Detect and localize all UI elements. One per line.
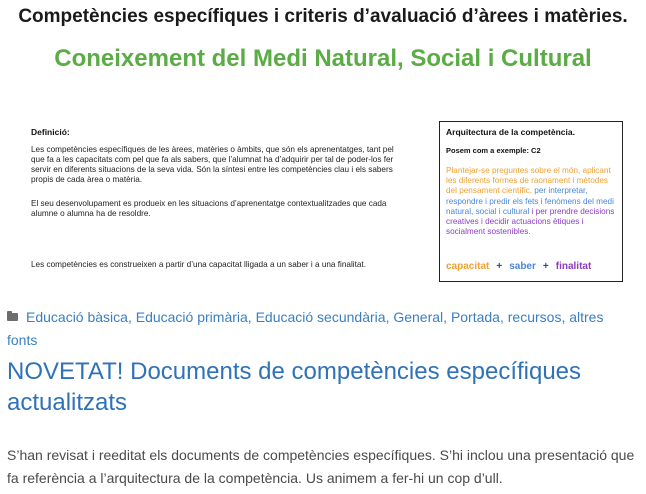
category-separator: , bbox=[443, 309, 448, 325]
definition-paragraph: Les competències específiques de les àrees, matèries o àmbits, que són els aprenentatges, tant pel que fa a les capacitats com pel que fa als sabers, que l’alumnat ha d’adquirir per tal de poder-los fer servir en diferents situacions de la seva vida. Són la síntesi entre les competències clau i els sabers propis de cada àrea o matèria. bbox=[31, 145, 394, 184]
slide-title: Competències específiques i criteris d’avaluació d’àrees i matèries. bbox=[18, 6, 628, 27]
post-title-link[interactable]: NOVETAT! Documents de competències específiques actualitzats bbox=[7, 358, 582, 416]
architecture-example-text bbox=[446, 166, 620, 237]
architecture-legend bbox=[446, 261, 591, 272]
definition-paragraph: El seu desenvolupament es produeix en les situacions d’aprenentatge contextualitzades que cada alumne o alumna ha de resoldre. bbox=[31, 199, 387, 218]
category-link[interactable]: General bbox=[393, 309, 444, 325]
definition-heading: Definició: bbox=[31, 127, 70, 137]
architecture-example: Posem com a exemple: C2 bbox=[446, 146, 541, 155]
category-separator: , bbox=[127, 309, 132, 325]
category-separator: , bbox=[385, 309, 390, 325]
legend-plus: + bbox=[496, 261, 503, 272]
category-separator: , bbox=[561, 309, 566, 325]
capacitat-text: Plantejar-se preguntes sobre el món, aplicant les diferents formes de raonament i mètodes del pensament científic, bbox=[446, 166, 611, 196]
category-link[interactable]: altres fonts bbox=[7, 309, 604, 348]
category-link[interactable]: recursos bbox=[507, 309, 562, 325]
legend-capacitat: capacitat bbox=[446, 261, 490, 272]
post-categories bbox=[7, 306, 637, 352]
architecture-title: Arquitectura de la competència. bbox=[446, 127, 575, 137]
category-link[interactable]: Portada bbox=[450, 309, 500, 325]
saber-text: per interpretar, respondre i predir els fets i fenòmens del medi natural, social i cultural bbox=[446, 186, 614, 216]
definition-paragraph: Les competències es construeixen a partir d’una capacitat lligada a un saber i a una finalitat. bbox=[31, 260, 366, 269]
category-link[interactable]: Educació bàsica bbox=[26, 309, 128, 325]
category-link[interactable]: Educació secundària bbox=[255, 309, 386, 325]
finalitat-text: i per prendre decisions creatives i decidir actuacions ètiques i socialment sostenibles. bbox=[446, 206, 615, 237]
legend-saber: saber bbox=[509, 261, 536, 272]
post-excerpt: S’han revisat i reeditat els documents de competències específiques. S’hi inclou una presentació que fa referència a l’arquitectura de la competència. Us animem a fer-hi un cop d’ull. bbox=[7, 447, 635, 486]
category-link[interactable]: Educació primària bbox=[135, 309, 248, 325]
architecture-box bbox=[439, 121, 623, 282]
folder-icon bbox=[7, 313, 18, 321]
legend-plus: + bbox=[542, 261, 549, 272]
category-separator: , bbox=[499, 309, 504, 325]
category-separator: , bbox=[247, 309, 252, 325]
slide-subtitle: Coneixement del Medi Natural, Social i Cultural bbox=[54, 45, 592, 72]
legend-finalitat: finalitat bbox=[555, 261, 592, 272]
